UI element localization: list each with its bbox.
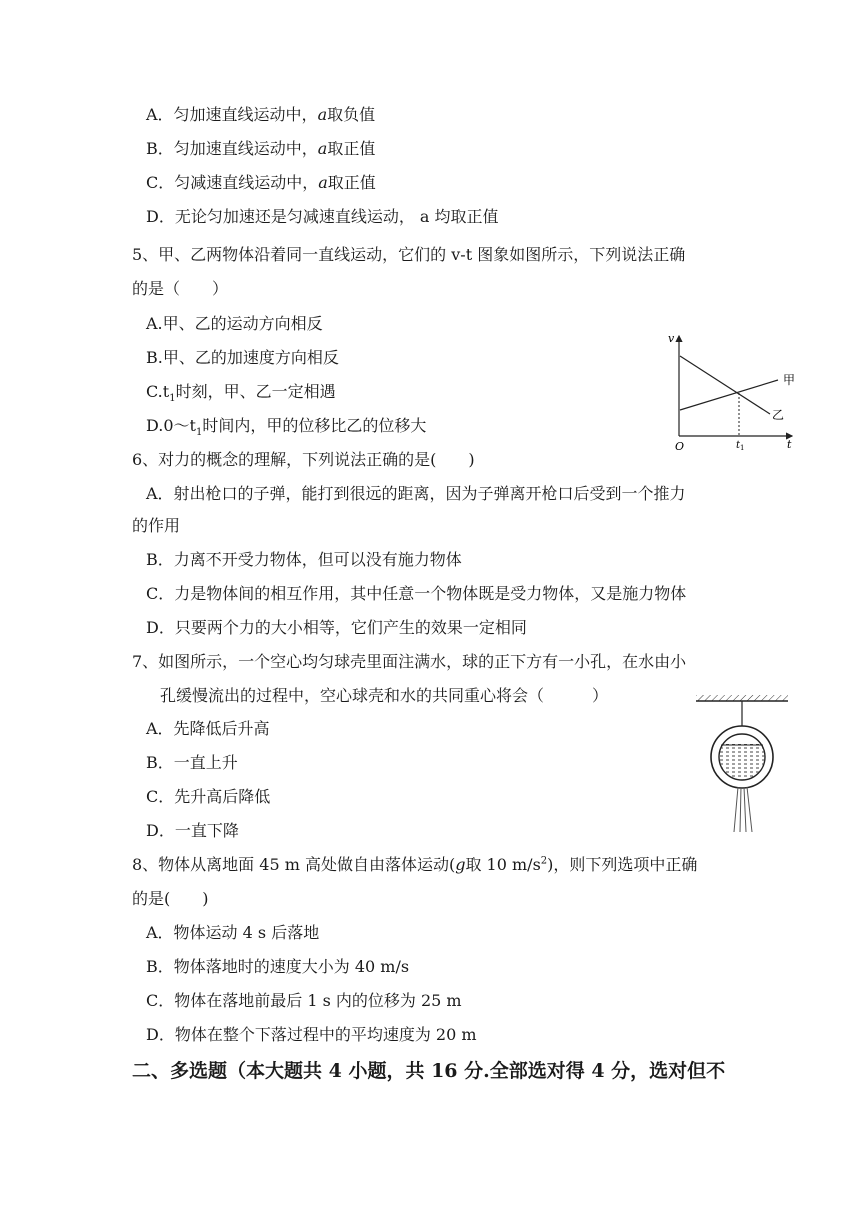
q4-option-c: C．匀减速直线运动中，a取正值 bbox=[146, 173, 376, 192]
q8-stem-line1: 8、物体从离地面 45 m 高处做自由落体运动(g取 10 $m/s^2$)，则下列选项中正确 bbox=[132, 855, 698, 874]
q7-option-a: A．先降低后升高 bbox=[146, 719, 270, 738]
q6-option-d: D．只要两个力的大小相等，它们产生的效果一定相同 bbox=[146, 618, 527, 637]
q4-option-b: B．匀加速直线运动中，a取正值 bbox=[146, 139, 376, 158]
q4-option-d: D．无论匀加速还是匀减速直线运动， a 均取正值 bbox=[146, 207, 499, 226]
series-label-jia: 甲 bbox=[783, 373, 796, 387]
section2-heading: 二、多选题（本大题共 4 小题，共 16 分.全部选对得 4 分，选对但不 bbox=[132, 1060, 726, 1082]
q8-option-d: D．物体在整个下落过程中的平均速度为 20 m bbox=[146, 1025, 477, 1044]
q5-option-b: B.甲、乙的加速度方向相反 bbox=[146, 348, 339, 367]
series-label-yi: 乙 bbox=[772, 408, 785, 422]
stream-3 bbox=[744, 787, 746, 832]
q5-option-a: A.甲、乙的运动方向相反 bbox=[146, 314, 323, 333]
q7-option-c: C．先升高后降低 bbox=[146, 787, 271, 806]
q7-option-d: D．一直下降 bbox=[146, 821, 239, 840]
q6-option-a-line2: 的作用 bbox=[132, 516, 181, 535]
q8-option-b: B．物体落地时的速度大小为 40 m/s bbox=[146, 957, 410, 976]
q7-stem-line2: 孔缓慢流出的过程中，空心球壳和水的共同重心将会（ ） bbox=[160, 686, 609, 705]
q8-option-c: C．物体在落地前最后 1 s 内的位移为 25 m bbox=[146, 991, 462, 1010]
vt-graph bbox=[660, 326, 810, 454]
axis-t-label: t bbox=[787, 438, 792, 451]
q8-stem-line2: 的是( ) bbox=[132, 889, 209, 908]
q5-option-d: $D.0\sim t_1$时间内，甲的位移比乙的位移大 bbox=[146, 416, 427, 439]
q5-stem-line1: 5、甲、乙两物体沿着同一直线运动，它们的 v-t 图象如图所示，下列说法正确 bbox=[132, 245, 686, 264]
q4-option-a: A．匀加速直线运动中，a取负值 bbox=[146, 105, 376, 124]
q6-option-b: B．力离不开受力物体，但可以没有施力物体 bbox=[146, 550, 462, 569]
axis-v-label: v bbox=[668, 332, 675, 345]
q6-option-a-line1: A．射出枪口的子弹，能打到很远的距离，因为子弹离开枪口后受到一个推力 bbox=[146, 484, 686, 503]
ceiling-hatch bbox=[696, 695, 788, 701]
origin-label: O bbox=[675, 440, 685, 453]
q8-option-a: A．物体运动 4 s 后落地 bbox=[146, 923, 320, 942]
q5-stem-line2: 的是（ ） bbox=[132, 279, 229, 298]
stream-2 bbox=[740, 787, 741, 832]
tick-t1-label: t bbox=[736, 440, 741, 451]
q7-stem-line1: 7、如图所示，一个空心均匀球壳里面注满水，球的正下方有一小孔，在水由小 bbox=[132, 652, 687, 671]
stream-1 bbox=[734, 787, 738, 832]
q5-option-c: $C.t_1$时刻，甲、乙一定相遇 bbox=[146, 382, 336, 405]
q7-option-b: B．一直上升 bbox=[146, 753, 238, 772]
hollow-sphere-figure bbox=[690, 694, 794, 834]
line-jia bbox=[680, 380, 778, 410]
q6-stem: 6、对力的概念的理解，下列说法正确的是( ) bbox=[132, 450, 475, 469]
stream-4 bbox=[747, 787, 752, 832]
q6-option-c: C．力是物体间的相互作用，其中任意一个物体既是受力物体，又是施力物体 bbox=[146, 584, 687, 603]
tick-t1-sub: 1 bbox=[740, 444, 745, 452]
